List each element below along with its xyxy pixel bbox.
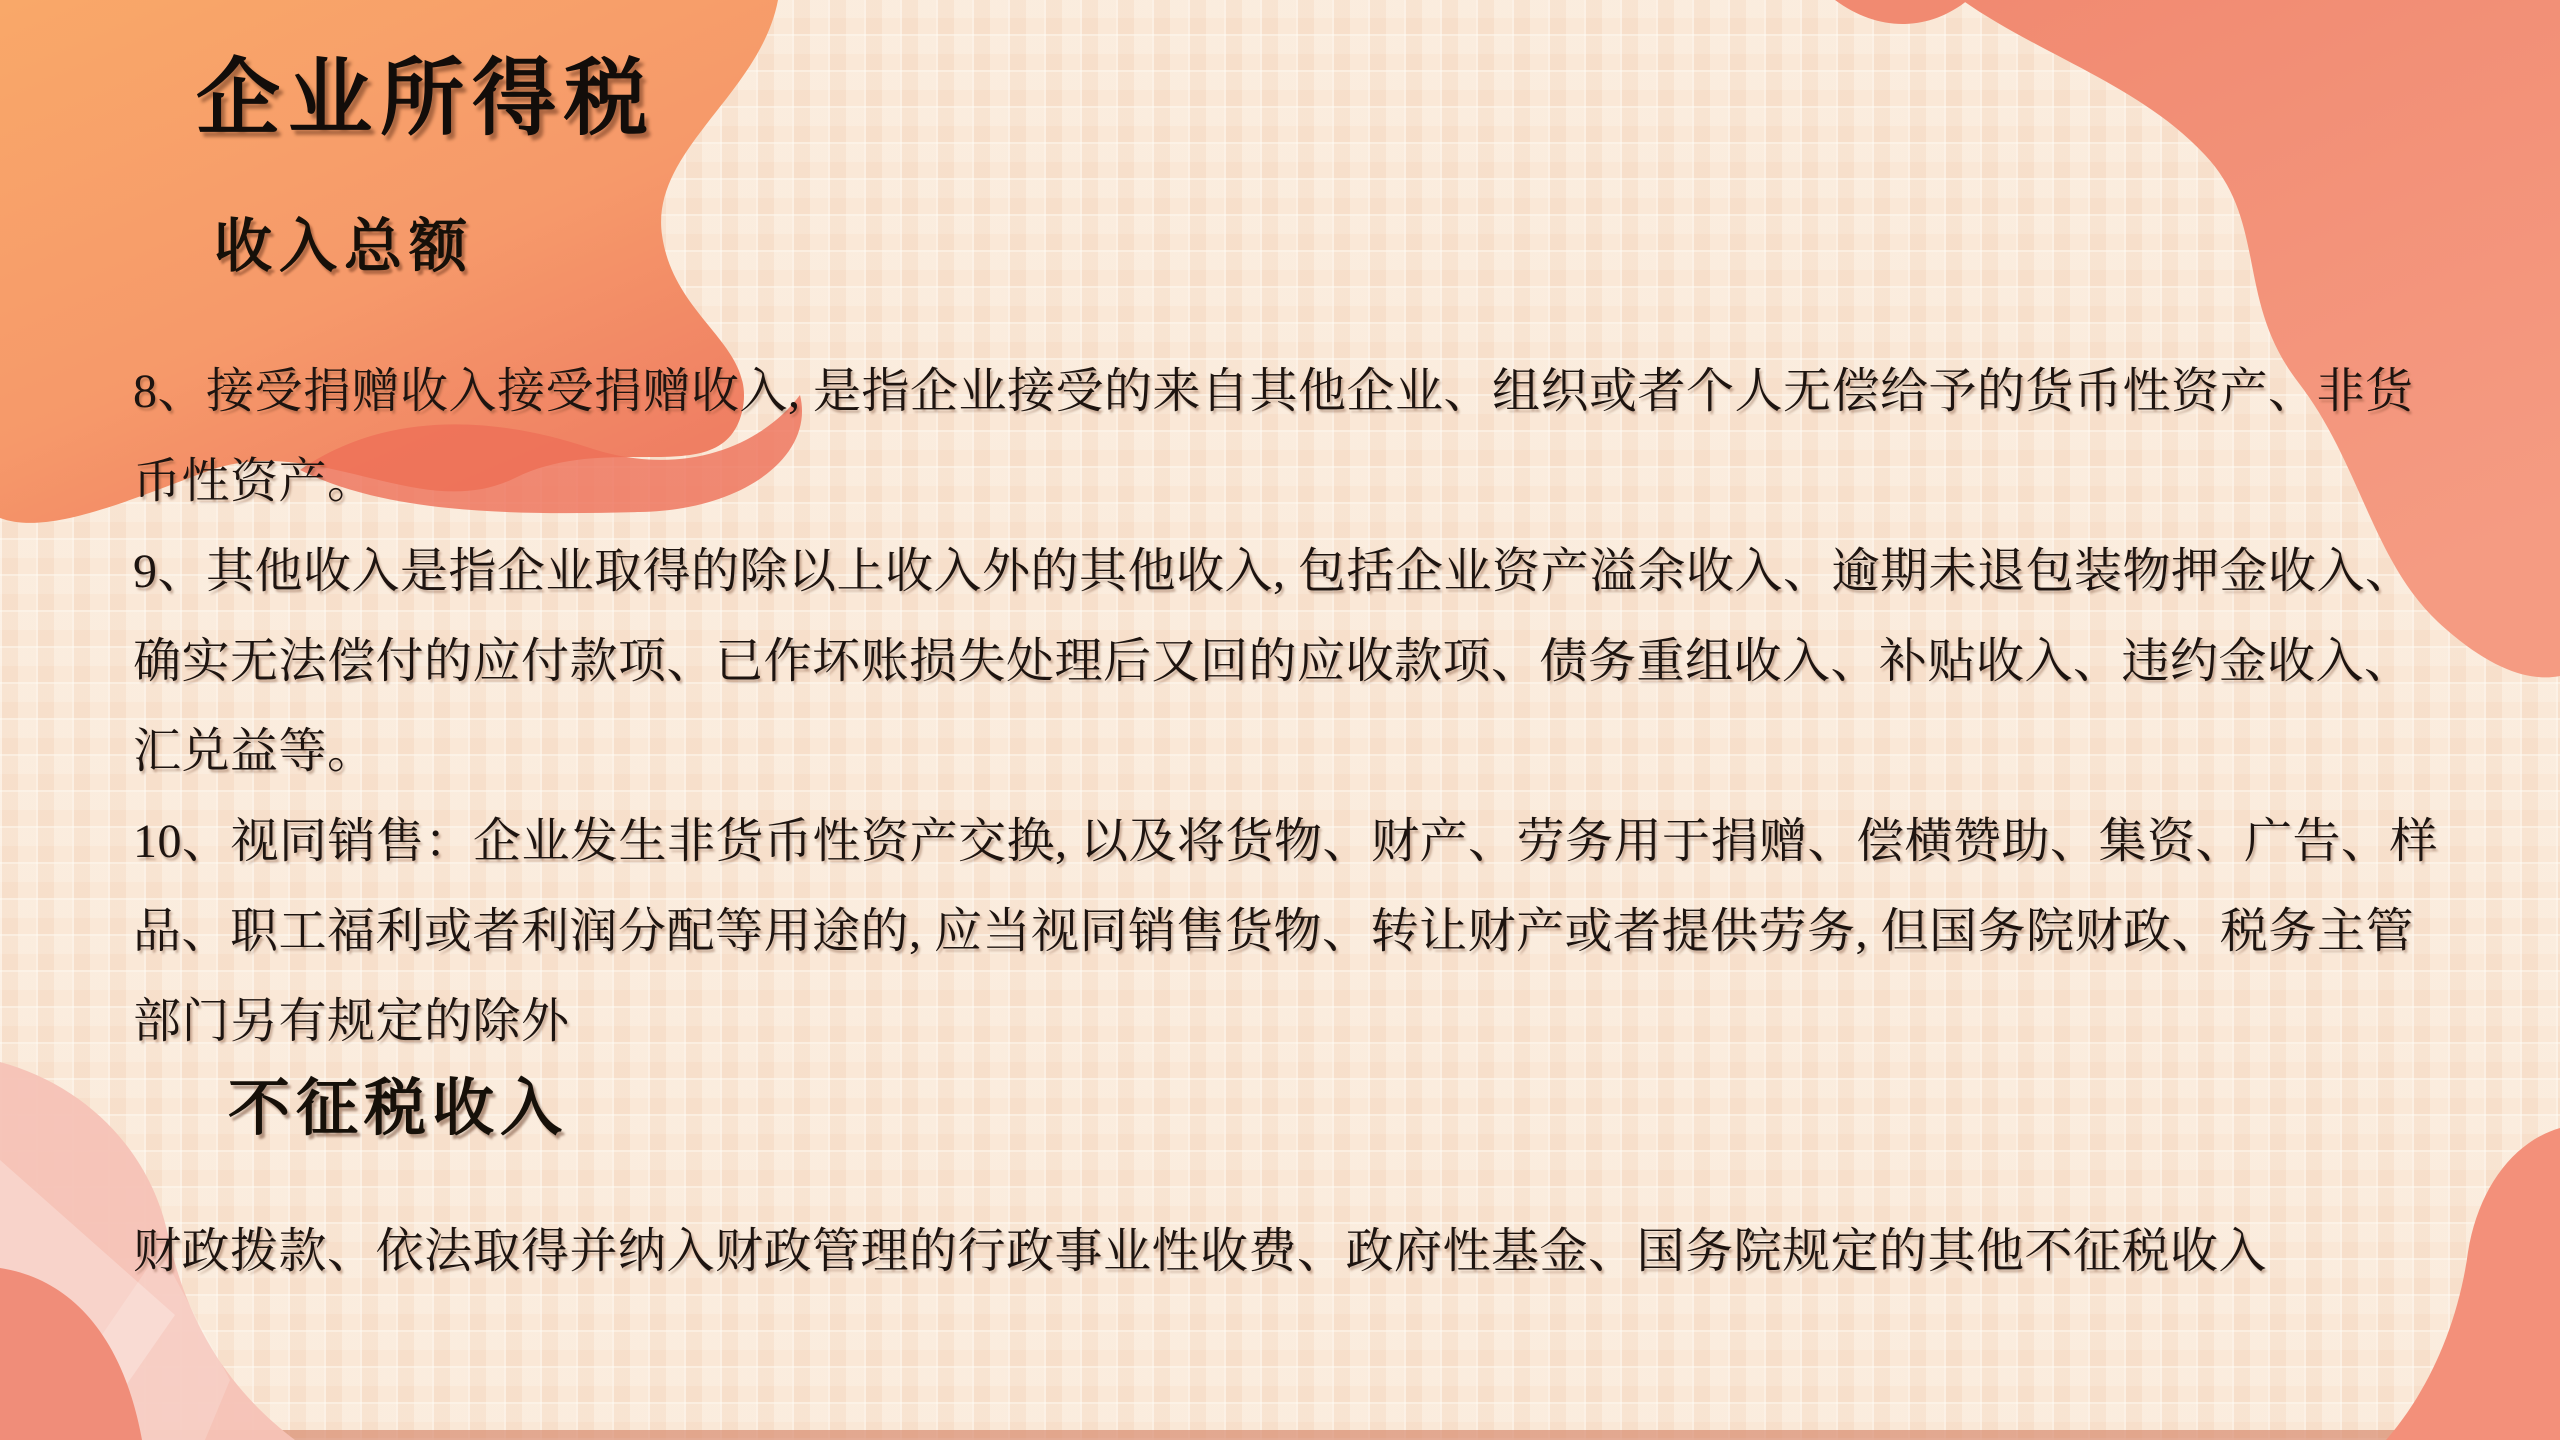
body-line: 品、职工福利或者利润分配等用途的, 应当视同销售货物、转让财产或者提供劳务, 但国务院财政、税务主管 — [133, 905, 2415, 958]
section-heading-nontaxable-income: 不征税收入 — [228, 1075, 569, 1143]
body-text-block — [133, 347, 2520, 1067]
body-line: 8、接受捐赠收入接受捐赠收入, 是指企业接受的来自其他企业、组织或者个人无偿给予的货币性资产、非货 — [133, 365, 2414, 418]
section-heading-total-income: 收入总额 — [214, 214, 475, 279]
body-line: 币性资产。 — [133, 455, 376, 508]
body-line: 10、视同销售：企业发生非货币性资产交换, 以及将货物、财产、劳务用于捐赠、偿横赞助、集资、广告、样 — [133, 815, 2439, 868]
body-line: 部门另有规定的除外 — [133, 995, 570, 1048]
top-edge-blob-tail — [1835, 0, 1968, 24]
nontaxable-income-text: 财政拨款、依法取得并纳入财政管理的行政事业性收费、政府性基金、国务院规定的其他不征税收入 — [133, 1225, 2268, 1278]
slide-title: 企业所得税 — [196, 53, 657, 146]
bottom-right-blob — [2386, 1128, 2560, 1440]
body-line: 9、其他收入是指企业取得的除以上收入外的其他收入, 包括企业资产溢余收入、逾期未退包装物押金收入、 — [133, 545, 2414, 598]
bottom-edge-strip — [0, 1430, 2560, 1440]
body-line: 汇兑益等。 — [133, 725, 376, 778]
body-line: 确实无法偿付的应付款项、已作坏账损失处理后又回的应收款项、债务重组收入、补贴收入、违约金收入、 — [133, 635, 2413, 688]
